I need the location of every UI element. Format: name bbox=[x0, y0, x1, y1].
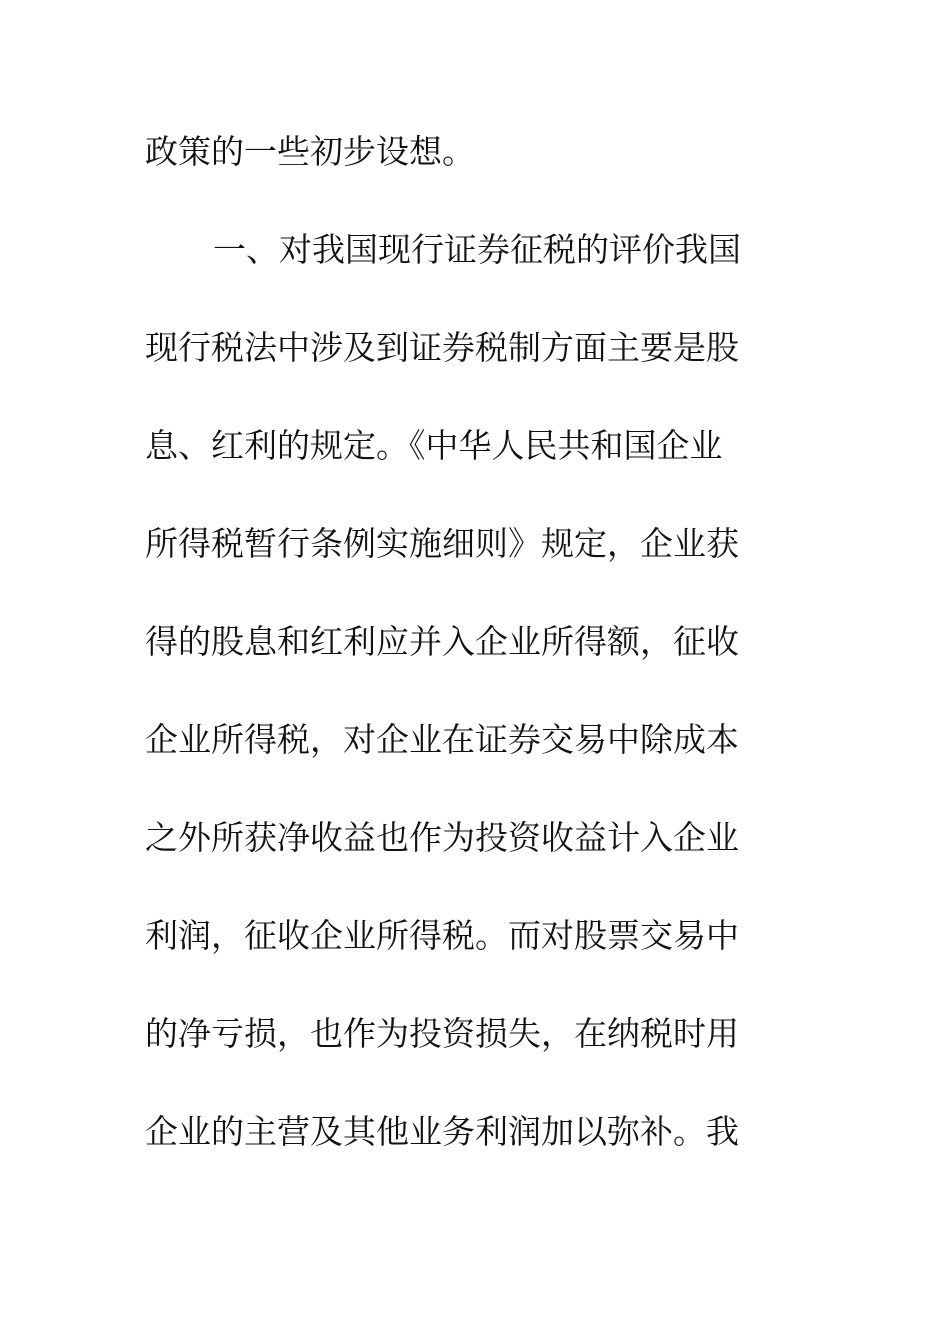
text-line: 之外所获净收益也作为投资收益计入企业 bbox=[145, 818, 739, 857]
text-line: 息、红利的规定。《中华人民共和国企业 bbox=[145, 426, 723, 465]
text-line: 政策的一些初步设想。 bbox=[145, 132, 475, 171]
body-text bbox=[145, 126, 785, 1204]
text-line: 现行税法中涉及到证券税制方面主要是股 bbox=[145, 328, 739, 367]
text-line: 的净亏损，也作为投资损失，在纳税时用 bbox=[145, 1014, 739, 1053]
text-line: 所得税暂行条例实施细则》规定，企业获 bbox=[145, 524, 739, 563]
text-line: 企业的主营及其他业务利润加以弥补。我 bbox=[145, 1112, 739, 1151]
text-line: 企业所得税，对企业在证券交易中除成本 bbox=[145, 720, 739, 759]
text-line: 利润，征收企业所得税。而对股票交易中 bbox=[145, 916, 739, 955]
section-heading-line: 一、对我国现行证券征税的评价我国 bbox=[213, 230, 741, 269]
text-line: 得的股息和红利应并入企业所得额，征收 bbox=[145, 622, 739, 661]
